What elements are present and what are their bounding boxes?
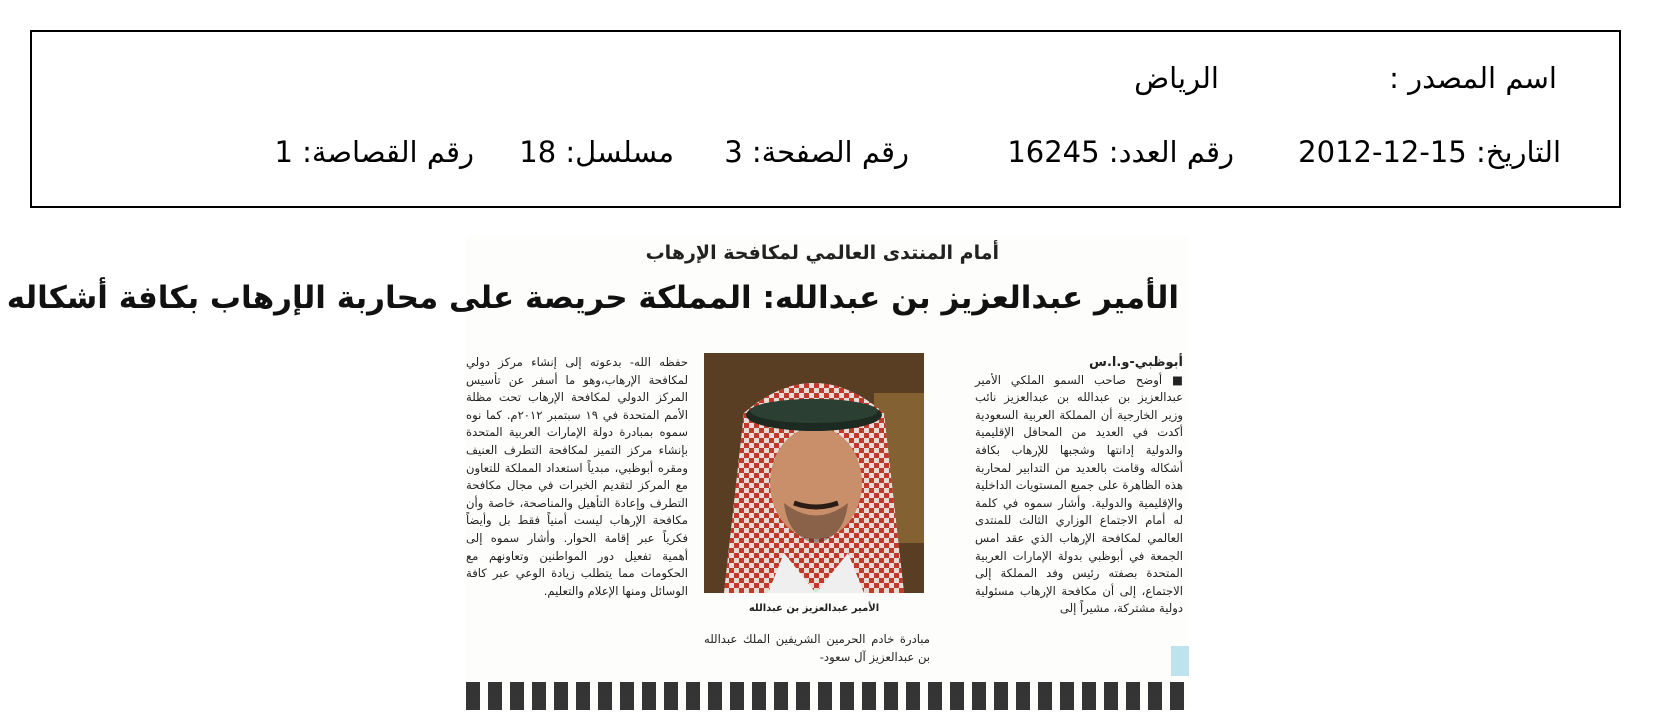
date-field: التاريخ: 15-12-2012	[1298, 135, 1561, 169]
article-column-left: حفظه الله- بدعوته إلى إنشاء مركز دولي لمكافحة الإرهاب،وهو ما أسفر عن تأسيس المركز الدولي لمكافحة الإرهاب تحت مظلة الأمم المتحدة في ١٩ سبتمبر ٢٠١٢م. كما نوه سموه بمبادرة دولة الإمارات العربية المتحدة بإنشاء مركز التميز لمكافحة التطرف العنيف ومقره أبوظبي، مبدياً استعداد المملكة للتعاون مع المركز لتقديم الخبرات في مجال مكافحة التطرف وإعادة التأهيل والمناصحة، خاصة وأن مكافحة الإرهاب ليست أمنياً فقط بل وأيضاً فكرياً عبر إقامة الحوار. وأشار سموه إلى أهمية تفعيل دور المواطنين وتعاونهم مع الحكومات مما يتطلب زيادة الوعي عبر كافة الوسائل ومنها الإعلام والتعليم.	[466, 355, 689, 598]
clip-number-field: رقم القصاصة: 1	[274, 135, 474, 169]
photo-caption: الأمير عبدالعزيز بن عبدالله	[748, 603, 880, 614]
page-number-field: رقم الصفحة: 3	[724, 135, 909, 169]
newspaper-clipping	[6, 236, 1189, 696]
cut-off-next-headline	[466, 682, 1189, 710]
article-headline: الأمير عبدالعزيز بن عبدالله: المملكة حريصة على محاربة الإرهاب بكافة أشكاله	[6, 280, 1179, 316]
source-row	[32, 58, 1619, 98]
metadata-row	[32, 132, 1619, 172]
source-value: الرياض	[1134, 61, 1219, 95]
clipping-info-box	[30, 30, 1621, 208]
article-kicker: أمام المنتدى العالمي لمكافحة الإرهاب	[645, 242, 999, 264]
source-label: اسم المصدر :	[1389, 61, 1557, 95]
serial-field: مسلسل: 18	[519, 135, 674, 169]
portrait-photo	[704, 353, 924, 593]
article-column-center: مبادرة خادم الحرمين الشريفين الملك عبدالله بن عبدالعزيز آل سعود-	[704, 632, 930, 664]
issue-number-field: رقم العدد: 16245	[1007, 135, 1234, 169]
article-body-right: ■ أوضح صاحب السمو الملكي الأمير عبدالعزيز بن عبدالله بن عبدالعزيز نائب وزير الخارجية أن المملكة العربية السعودية أكدت في العديد من المحافل الإقليمية والدولية إدانتها وشجبها للإرهاب بكافة أشكاله وقامت بالعديد من التدابير لمحاربة هذه الظاهرة على جميع المستويات الداخلية والإقليمية والدولية. وأشار سموه في كلمة له أمام الاجتماع الوزاري الثالث للمنتدى العالمي لمكافحة الإرهاب الذي عقد امس الجمعة في أبوظبي بدولة الإمارات العربية المتحدة بصفته رئيس وفد المملكة إلى الاجتماع، إلى أن مكافحة الإرهاب مسئولية دولية مشتركة، مشيراً إلى	[975, 372, 1183, 616]
article-dateline: أبوظبي-و.ا.س	[1089, 355, 1183, 370]
portrait-illustration	[704, 353, 924, 593]
scan-edge	[1171, 646, 1189, 676]
article-column-right	[975, 354, 1183, 618]
